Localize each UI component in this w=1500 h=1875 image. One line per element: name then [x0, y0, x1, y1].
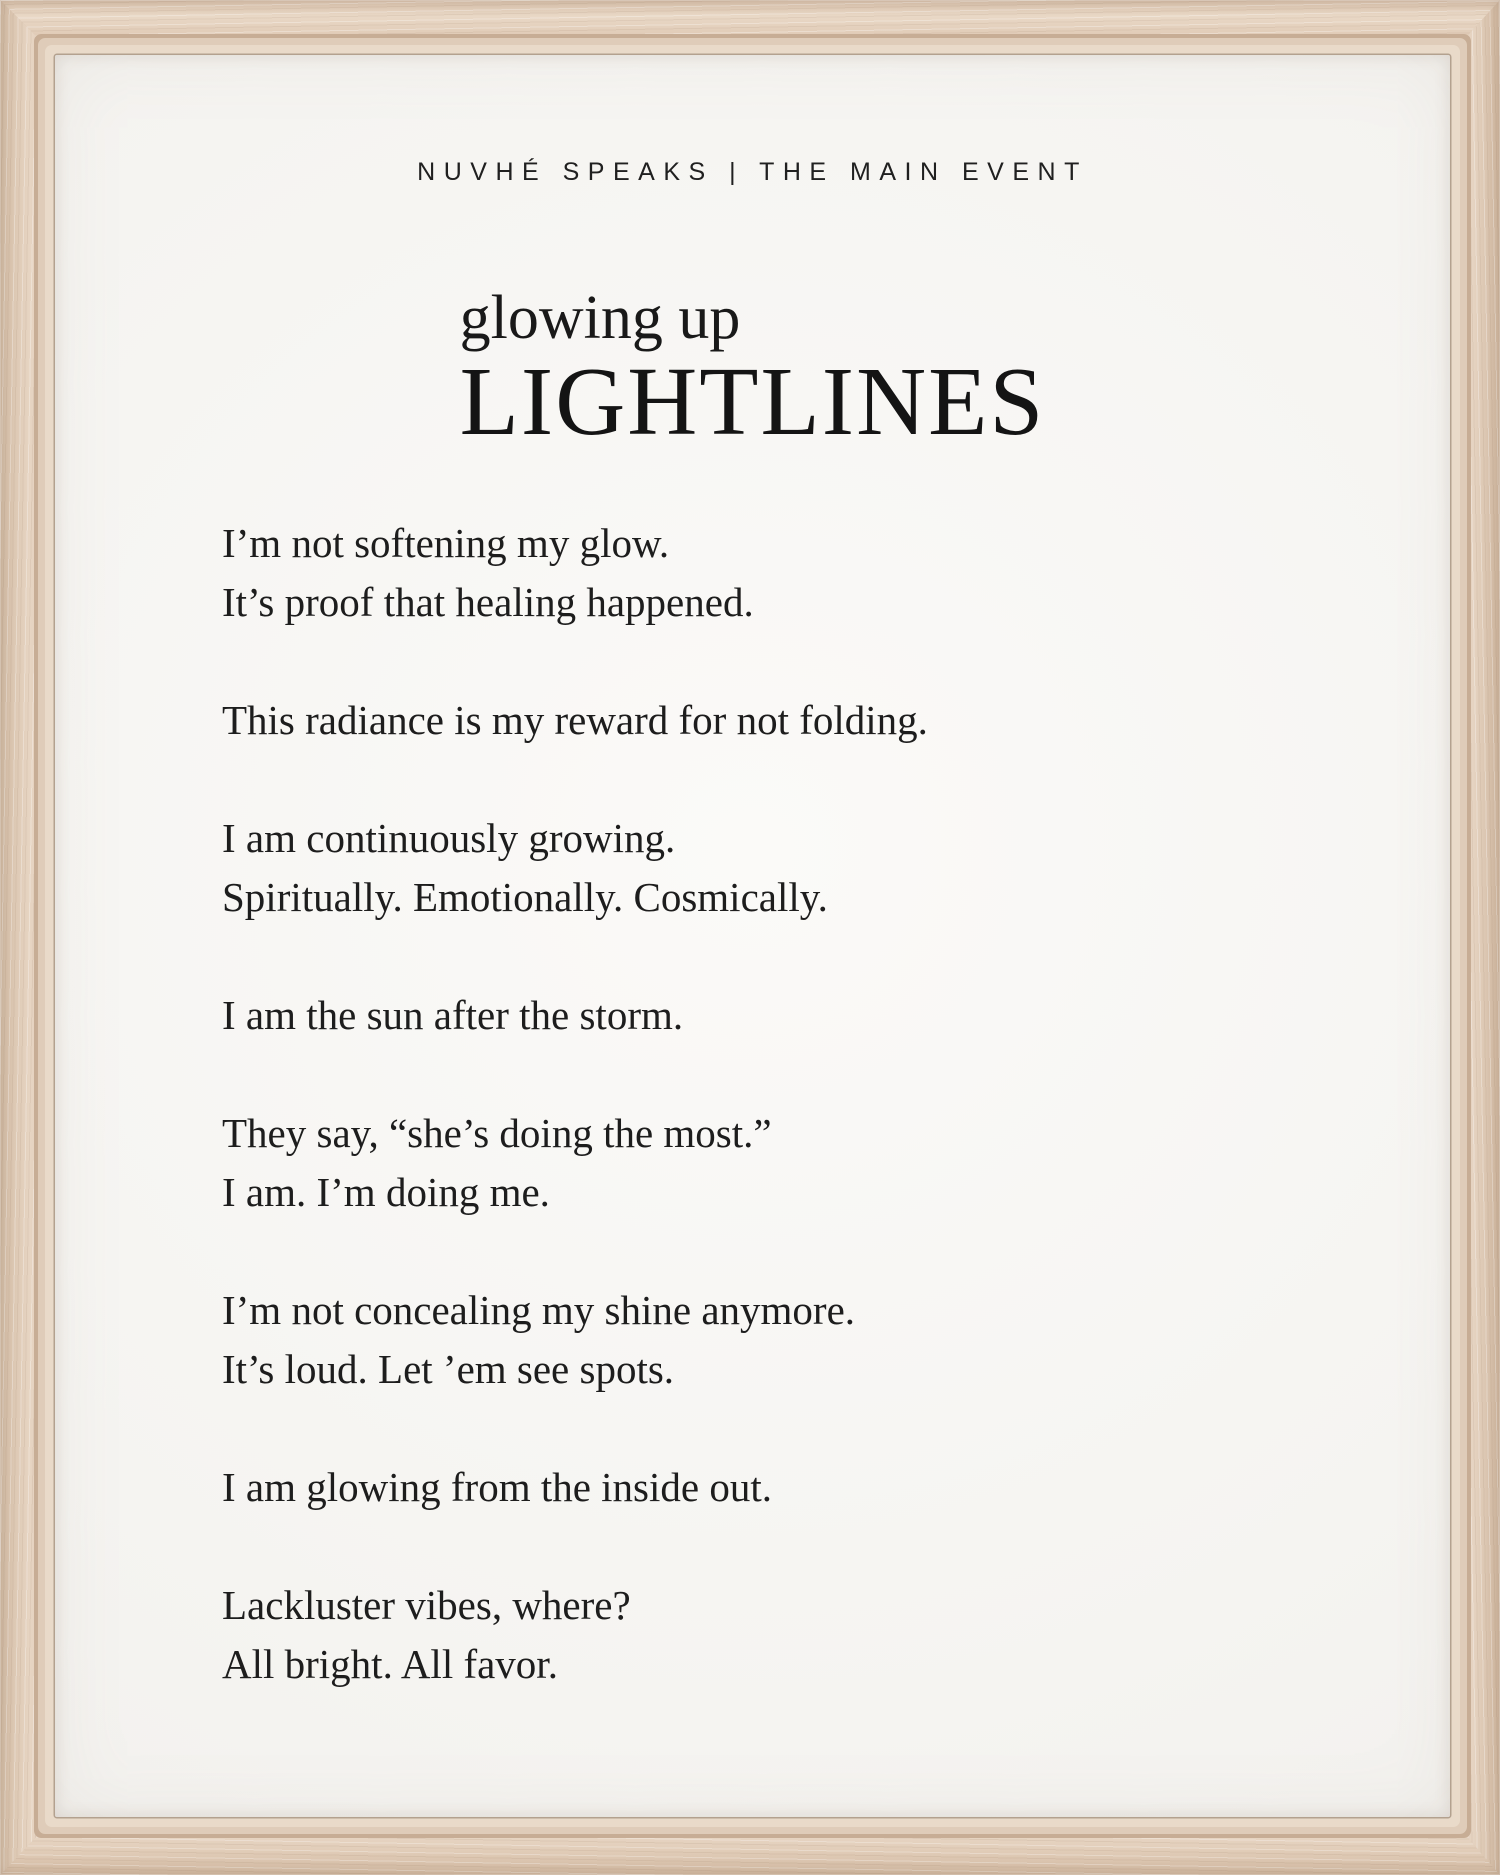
- poem-stanza: [222, 1576, 1370, 1694]
- poem-stanza: [222, 1281, 1370, 1399]
- poem-stanza: [222, 1104, 1370, 1222]
- poster-subtitle: glowing up: [459, 284, 741, 352]
- poem-line: I’m not concealing my shine anymore.: [222, 1287, 856, 1333]
- poem-line: All bright. All favor.: [222, 1641, 558, 1687]
- poster-paper: [55, 55, 1450, 1817]
- frame-side-top: [0, 0, 1500, 55]
- frame-side-left: [0, 0, 55, 1875]
- poster-kicker: NUVHÉ SPEAKS | THE MAIN EVENT: [417, 158, 1088, 186]
- poem-line: Spiritually. Emotionally. Cosmically.: [222, 874, 828, 920]
- poem-line: They say, “she’s doing the most.”: [222, 1110, 772, 1156]
- title-block: [55, 284, 1450, 455]
- poem-stanza: [222, 691, 1370, 750]
- frame-side-right: [1450, 0, 1500, 1875]
- poem: [222, 514, 1370, 1753]
- frame-side-bottom: [0, 1817, 1500, 1875]
- poem-line: I am glowing from the inside out.: [222, 1464, 772, 1510]
- poem-line: I am. I’m doing me.: [222, 1169, 550, 1215]
- poem-stanza: [222, 1458, 1370, 1517]
- poem-line: It’s loud. Let ’em see spots.: [222, 1346, 675, 1392]
- poem-line: I am the sun after the storm.: [222, 992, 684, 1038]
- poem-line: Lackluster vibes, where?: [222, 1582, 631, 1628]
- poem-stanza: [222, 986, 1370, 1045]
- poem-line: I’m not softening my glow.: [222, 520, 670, 566]
- poem-line: This radiance is my reward for not folding.: [222, 697, 928, 743]
- poem-stanza: [222, 514, 1370, 632]
- title-inner: [459, 284, 1046, 455]
- poem-line: I am continuously growing.: [222, 815, 676, 861]
- poster-title: LIGHTLINES: [459, 348, 1046, 455]
- poem-stanza: [222, 809, 1370, 927]
- poem-line: It’s proof that healing happened.: [222, 579, 754, 625]
